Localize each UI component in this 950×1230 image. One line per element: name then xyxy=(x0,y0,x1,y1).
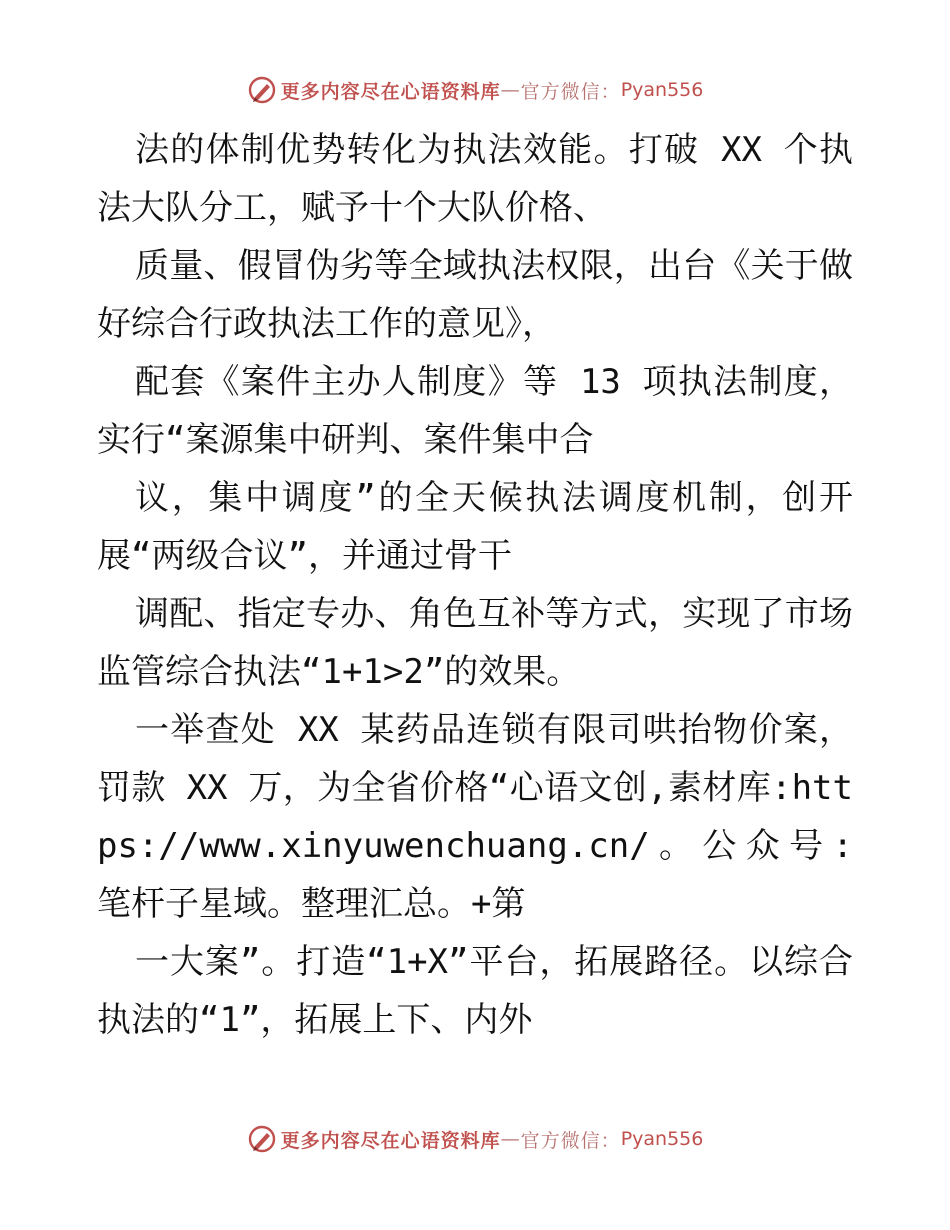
paragraph-7: 一大案”。打造“1+X”平台，拓展路径。以综合执法的“1”，拓展上下、内外 xyxy=(97,942,853,1040)
header-brand-text: 更多内容尽在心语资料库 xyxy=(280,80,501,103)
paragraph-4: 议，集中调度”的全天候执法调度机制，创开展“两级合议”，并通过骨干 xyxy=(97,478,853,576)
pen-logo-icon xyxy=(247,75,277,105)
page-header xyxy=(0,73,950,107)
footer-wechat-id: Pyan556 xyxy=(620,1128,704,1150)
page-footer xyxy=(0,1122,950,1156)
header-wechat-label: 官方微信： xyxy=(520,80,621,103)
paragraph-6: 一举查处 XX 某药品连锁有限司哄抬物价案，罚款 XX 万，为全省价格“心语文创,素材库:https://www.xinyuwenchuang.cn/。公众号: 笔杆子星域。整理汇总。+第 xyxy=(97,710,853,924)
paragraph-1: 法的体制优势转化为执法效能。打破 XX 个执法大队分工，赋予十个大队价格、 xyxy=(97,130,853,228)
footer-wechat-label: 官方微信： xyxy=(520,1129,621,1152)
header-dash: — xyxy=(500,79,521,101)
paragraph-2: 质量、假冒伪劣等全域执法权限，出台《关于做好综合行政执法工作的意见》， xyxy=(97,246,853,344)
paragraph-3: 配套《案件主办人制度》等 13 项执法制度，实行“案源集中研判、案件集中合 xyxy=(97,362,853,460)
footer-brand-text: 更多内容尽在心语资料库 xyxy=(280,1129,501,1152)
document-body xyxy=(97,121,853,1049)
paragraph-5: 调配、指定专办、角色互补等方式，实现了市场监管综合执法“1+1>2”的效果。 xyxy=(97,594,853,692)
header-wechat-id: Pyan556 xyxy=(620,79,704,101)
footer-dash: — xyxy=(500,1128,521,1150)
pen-logo-icon xyxy=(247,1124,277,1154)
